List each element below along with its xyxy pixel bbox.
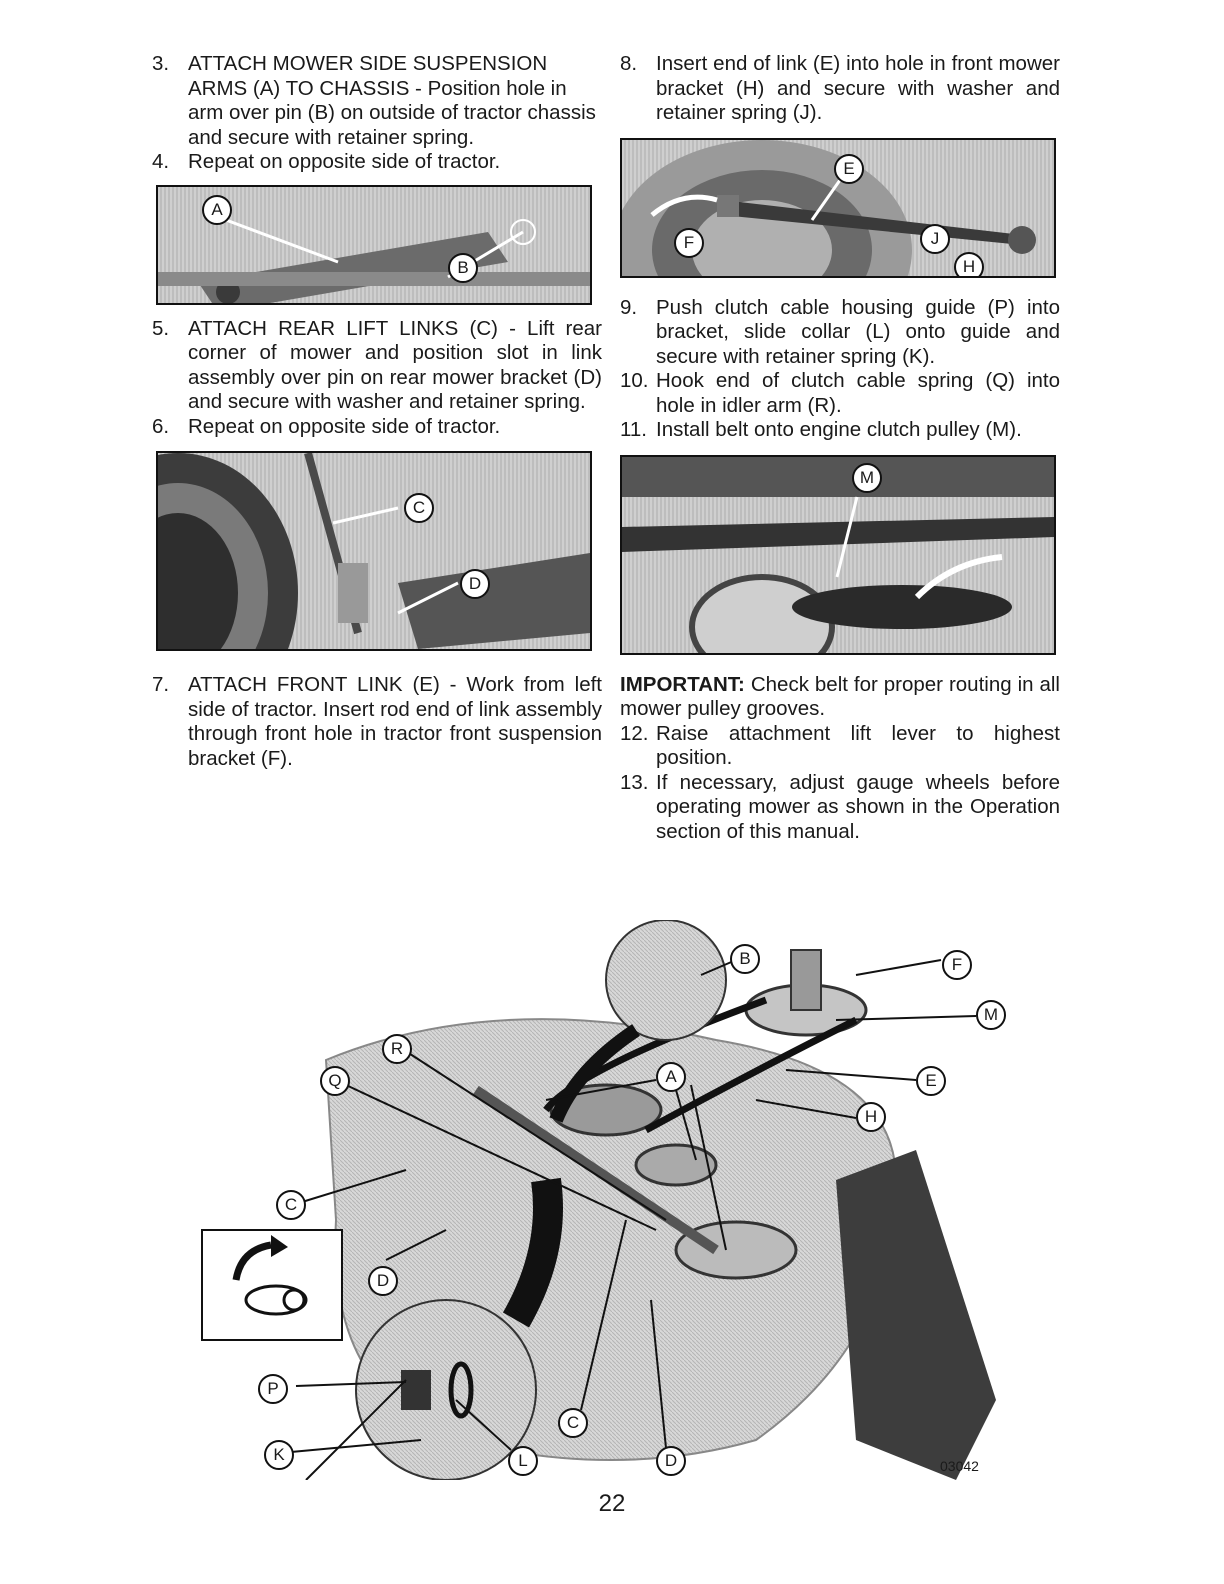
step-12: 12. Raise attachment lift lever to highest position. bbox=[620, 721, 1060, 769]
step-3: 3. ATTACH MOWER SIDE SUSPENSION ARMS (A) TO CHASSIS - Position hole in arm over pin (B) on outside of tractor chassis and secure with retainer spring. bbox=[152, 52, 596, 149]
important-text: Check belt for proper routing in all mower pulley grooves. bbox=[620, 672, 1060, 720]
step-10: 10. Hook end of clutch cable spring (Q) into hole in idler arm (R). bbox=[620, 369, 1060, 417]
photo-rear-lift-link bbox=[156, 451, 592, 651]
right-column bbox=[620, 52, 1060, 844]
figure-code: 03042 bbox=[940, 1458, 979, 1474]
callout-f: F bbox=[674, 228, 704, 258]
photo-front-link bbox=[620, 138, 1056, 278]
fig-callout-f: F bbox=[942, 950, 972, 980]
fig-callout-c2: C bbox=[558, 1408, 588, 1438]
fig-callout-c1: C bbox=[276, 1190, 306, 1220]
step-5: 5. ATTACH REAR LIFT LINKS (C) - Lift rear corner of mower and position slot in link assembly over pin on rear mower bracket (D) and secure with washer and retainer spring. bbox=[152, 316, 602, 413]
step-4-text: Repeat on opposite side of tractor. bbox=[188, 150, 501, 173]
fig-callout-r: R bbox=[382, 1034, 412, 1064]
fig-callout-d1: D bbox=[368, 1266, 398, 1296]
mower-deck-figure bbox=[196, 920, 1026, 1480]
step-7: 7. ATTACH FRONT LINK (E) - Work from left side of tractor. Insert rod end of link assembly through front hole in tractor front suspension bracket (F). bbox=[152, 673, 602, 770]
step-13-text: If necessary, adjust gauge wheels before operating mower as shown in the Operation section of this manual. bbox=[656, 770, 1060, 843]
rear-lift-link-illustration bbox=[158, 453, 590, 649]
page-number: 22 bbox=[598, 1490, 626, 1517]
fig-callout-d2: D bbox=[656, 1446, 686, 1476]
step-11-text: Install belt onto engine clutch pulley (M). bbox=[656, 418, 1022, 441]
clutch-pulley-illustration bbox=[622, 457, 1054, 653]
step-9-text: Push clutch cable housing guide (P) into bracket, slide collar (L) onto guide and secure with retainer spring (K). bbox=[656, 295, 1060, 368]
important-label: IMPORTANT: bbox=[620, 672, 745, 696]
fig-callout-q: Q bbox=[320, 1066, 350, 1096]
fig-callout-e: E bbox=[916, 1066, 946, 1096]
step-13: 13. If necessary, adjust gauge wheels before operating mower as shown in the Operation section of this manual. bbox=[620, 770, 1060, 843]
step-8: 8. Insert end of link (E) into hole in front mower bracket (H) and secure with washer and retainer spring (J). bbox=[620, 52, 1060, 124]
left-column bbox=[152, 52, 602, 771]
callout-h: H bbox=[954, 252, 984, 278]
fig-callout-b: B bbox=[730, 944, 760, 974]
callout-j: J bbox=[920, 224, 950, 254]
step-10-text: Hook end of clutch cable spring (Q) into hole in idler arm (R). bbox=[656, 369, 1060, 417]
step-6: 6. Repeat on opposite side of tractor. bbox=[152, 414, 501, 438]
step-7-text: ATTACH FRONT LINK (E) - Work from left side of tractor. Insert rod end of link assembly through front hole in tractor front suspension bracket (F). bbox=[188, 673, 602, 770]
step-9: 9. Push clutch cable housing guide (P) into bracket, slide collar (L) onto guide and secure with retainer spring (K). bbox=[620, 295, 1060, 368]
fig-callout-m: M bbox=[976, 1000, 1006, 1030]
step-5-text: ATTACH REAR LIFT LINKS (C) - Lift rear corner of mower and position slot in link assembly over pin on rear mower bracket (D) and secure with washer and retainer spring. bbox=[188, 316, 602, 413]
fig-callout-l: L bbox=[508, 1446, 538, 1476]
step-11: 11. Install belt onto engine clutch pulley (M). bbox=[620, 418, 1022, 441]
step-3-text: ATTACH MOWER SIDE SUSPENSION ARMS (A) TO CHASSIS - Position hole in arm over pin (B) on outside of tractor chassis and secure with retainer spring. bbox=[188, 52, 596, 149]
callout-e: E bbox=[834, 154, 864, 184]
step-6-text: Repeat on opposite side of tractor. bbox=[188, 414, 501, 438]
callout-c: C bbox=[404, 493, 434, 523]
important-note bbox=[620, 673, 1060, 722]
fig-callout-k: K bbox=[264, 1440, 294, 1470]
step-4: 4. Repeat on opposite side of tractor. bbox=[152, 150, 501, 173]
mower-deck-illustration bbox=[196, 920, 1026, 1480]
callout-b: B bbox=[448, 253, 478, 283]
photo-suspension-arm bbox=[156, 185, 592, 305]
fig-callout-p: P bbox=[258, 1374, 288, 1404]
step-12-text: Raise attachment lift lever to highest position. bbox=[656, 721, 1060, 769]
callout-d: D bbox=[460, 569, 490, 599]
photo-clutch-pulley bbox=[620, 455, 1056, 655]
callout-m: M bbox=[852, 463, 882, 493]
step-8-text: Insert end of link (E) into hole in front mower bracket (H) and secure with washer and retainer spring (J). bbox=[656, 52, 1060, 124]
fig-callout-a: A bbox=[656, 1062, 686, 1092]
callout-a: A bbox=[202, 195, 232, 225]
fig-callout-h: H bbox=[856, 1102, 886, 1132]
